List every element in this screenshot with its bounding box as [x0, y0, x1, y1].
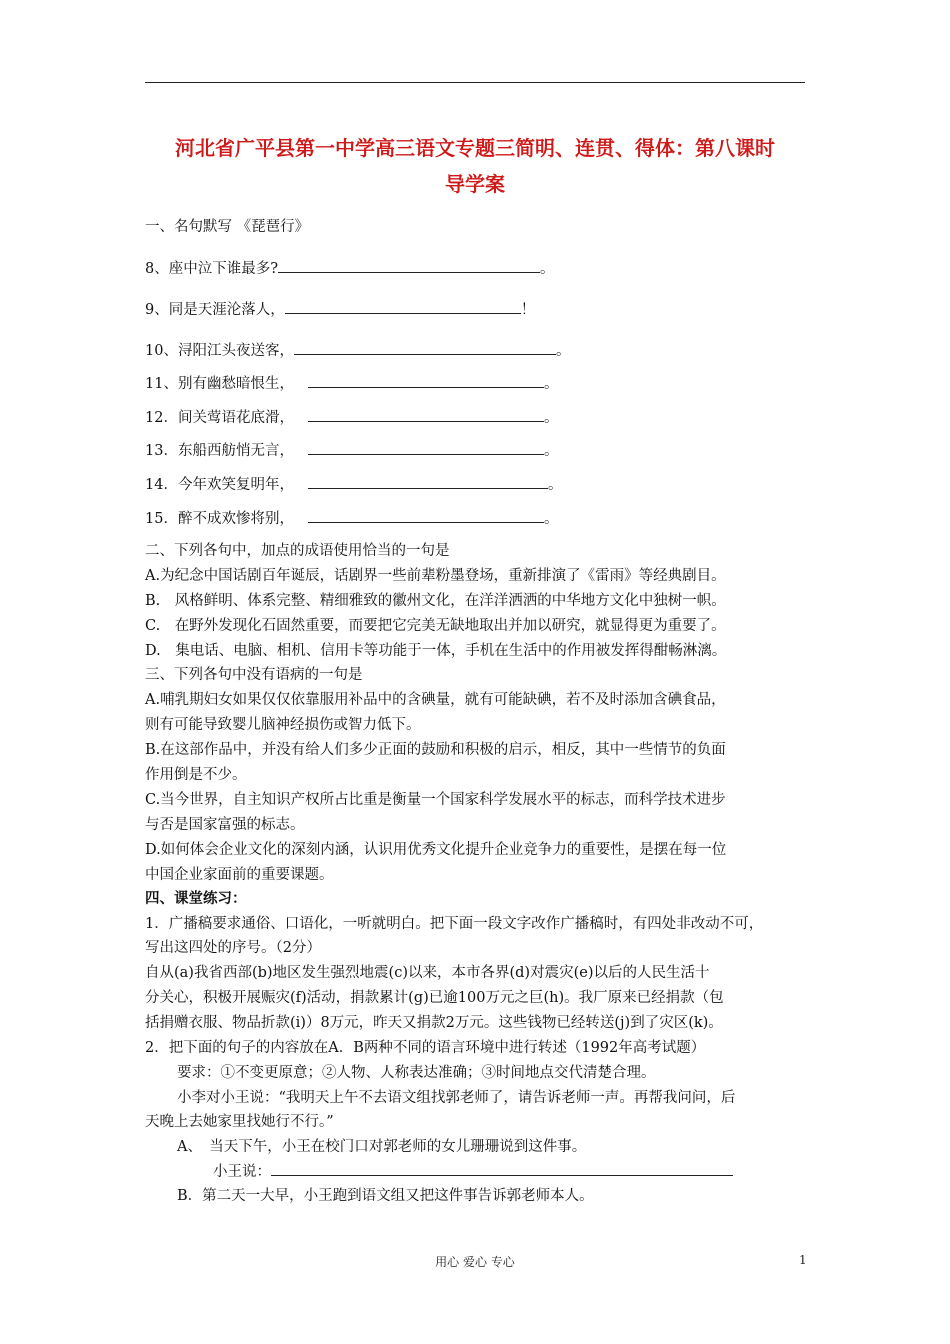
- section4-q1-line: 1．广播稿要求通俗、口语化，一听就明白。把下面一段文字改作广播稿时，有四处非改动不可，: [145, 916, 764, 932]
- section1-heading: 一、名句默写 《琵琶行》: [145, 219, 310, 235]
- section4-q1-line: 自从(a)我省西部(b)地区发生强烈地震(c)以来，本市各界(d)对震灾(e)以后的人民生活十: [145, 965, 710, 981]
- fill-item-12-prompt: 12．间关莺语花底滑，: [145, 410, 294, 426]
- section2-heading: 二、下列各句中，加点的成语使用恰当的一句是: [145, 543, 450, 559]
- section4-q2-b: B．第二天一大早，小王跑到语文组又把这件事告诉郭老师本人。: [177, 1188, 594, 1204]
- fill-item-11-prompt: 11、别有幽愁暗恨生，: [145, 376, 294, 392]
- fill-item-14-prompt: 14．今年欢笑复明年，: [145, 477, 294, 493]
- section2-option-d: D. 集电话、电脑、相机、信用卡等功能于一体，手机在生活中的作用被发挥得酣畅淋漓。: [145, 643, 727, 659]
- section4-q2-a: A、 当天下午，小王在校门口对郭老师的女儿珊珊说到这件事。: [177, 1139, 587, 1155]
- fill-item-11-end: 。: [543, 376, 559, 392]
- section3-line: B.在这部作品中，并没有给人们多少正面的鼓励和积极的启示，相反，其中一些情节的负面: [145, 742, 726, 758]
- fill-item-12-end: 。: [543, 410, 559, 426]
- section4-q2-quote: 小李对小王说：“我明天上午不去语文组找郭老师了，请告诉老师一声。再帮我问问，后: [177, 1090, 736, 1106]
- fill-item-11: [145, 374, 558, 394]
- top-rule: [145, 82, 805, 83]
- fill-blank-11[interactable]: [308, 374, 544, 388]
- fill-item-13: [145, 441, 558, 461]
- section3-line: A.哺乳期妇女如果仅仅依靠服用补品中的含碘量，就有可能缺碘，若不及时添加含碘食品，: [145, 692, 726, 708]
- fill-item-10: [145, 341, 570, 361]
- doc-title-line1: 河北省广平县第一中学高三语文专题三简明、连贯、得体：第八课时: [175, 136, 775, 160]
- fill-blank-13[interactable]: [308, 441, 544, 455]
- section4-q2-a-label: 小王说：: [213, 1164, 271, 1180]
- section3-line: 作用倒是不少。: [145, 767, 247, 783]
- section3-line: 中国企业家面前的重要课题。: [145, 867, 334, 883]
- section3-line: D.如何体会企业文化的深刻内涵，认识用优秀文化提升企业竞争力的重要性，是摆在每一位: [145, 842, 727, 858]
- fill-item-9-prompt: 9、同是天涯沦落人，: [145, 302, 285, 318]
- section4-q2-line: 2．把下面的句子的内容放在A．B两种不同的语言环境中进行转述（1992年高考试题）: [145, 1040, 706, 1056]
- section3-line: 则有可能导致婴儿脑神经损伤或智力低下。: [145, 717, 421, 733]
- fill-item-9-end: ！: [520, 302, 536, 318]
- fill-item-14-end: 。: [547, 477, 563, 493]
- fill-blank-14[interactable]: [308, 475, 548, 489]
- fill-item-10-prompt: 10、浔阳江头夜送客，: [145, 343, 294, 359]
- section4-q1-line: 写出这四处的序号。（2分）: [145, 940, 321, 956]
- fill-blank-12[interactable]: [308, 408, 544, 422]
- fill-item-13-end: 。: [543, 443, 559, 459]
- section4-q2-a-answer: [213, 1162, 733, 1182]
- fill-item-8: [145, 259, 555, 279]
- fill-blank-10[interactable]: [294, 341, 556, 355]
- section3-heading: 三、下列各句中没有语病的一句是: [145, 667, 363, 683]
- section2-option-c: C. 在野外发现化石固然重要，而要把它完美无缺地取出并加以研究，就显得更为重要了。: [145, 618, 726, 634]
- page-footer: 用心 爱心 专心: [435, 1255, 515, 1269]
- fill-blank-9[interactable]: [285, 300, 521, 314]
- fill-blank-15[interactable]: [308, 509, 544, 523]
- fill-item-9: [145, 300, 535, 320]
- section4-heading: 四、课堂练习：: [145, 891, 247, 907]
- fill-item-15-end: 。: [543, 511, 559, 527]
- fill-item-13-prompt: 13．东船西舫悄无言，: [145, 443, 294, 459]
- section3-line: C.当今世界，自主知识产权所占比重是衡量一个国家科学发展水平的标志，而科学技术进步: [145, 792, 726, 808]
- fill-item-8-prompt: 8、座中泣下谁最多?: [145, 261, 278, 277]
- fill-item-15-prompt: 15．醉不成欢惨将别，: [145, 511, 294, 527]
- fill-item-14: [145, 475, 562, 495]
- fill-item-10-end: 。: [555, 343, 571, 359]
- doc-title-line2: 导学案: [445, 172, 505, 196]
- section4-q2-requirements: 要求：①不变更原意；②人物、人称表达准确；③时间地点交代清楚合理。: [177, 1065, 656, 1081]
- fill-item-8-end: 。: [540, 261, 555, 277]
- section3-line: 与否是国家富强的标志。: [145, 817, 305, 833]
- fill-blank-8[interactable]: [278, 259, 540, 273]
- section2-option-b: B. 风格鲜明、体系完整、精细雅致的徽州文化，在洋洋洒洒的中华地方文化中独树一帜。: [145, 593, 726, 609]
- fill-item-15: [145, 509, 558, 529]
- page-number: 1: [799, 1253, 807, 1267]
- section4-q1-line: 分关心，积极开展赈灾(f)活动，捐款累计(g)已逾100万元之巨(h)。我厂原来已经捐款（包: [145, 990, 724, 1006]
- section2-option-a: A.为纪念中国话剧百年诞辰，话剧界一些前辈粉墨登场，重新排演了《雷雨》等经典剧目。: [145, 568, 726, 584]
- fill-item-12: [145, 408, 558, 428]
- answer-blank-a[interactable]: [271, 1162, 733, 1176]
- section4-q2-quote: 天晚上去她家里找她行不行。”: [145, 1114, 334, 1130]
- section4-q1-line: 括捐赠衣服、物品折款(i)）8万元，昨天又捐款2万元。这些钱物已经转送(j)到了灾区(k)。: [145, 1015, 723, 1031]
